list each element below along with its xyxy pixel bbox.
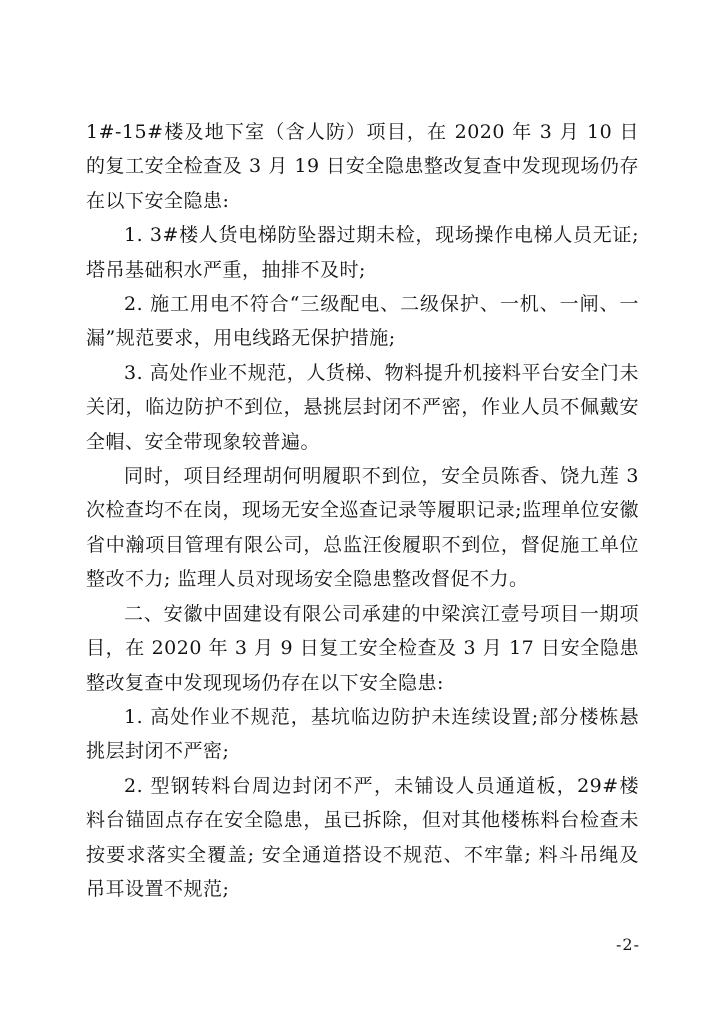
section-heading-paragraph: 二、安徽中固建设有限公司承建的中梁滨江壹号项目一期项目，在 2020 年 3 月 9 日复工安全检查及 3 月 17 日安全隐患整改复查中发现现场仍存在以下安全隐患: [86,602,639,694]
paragraph: 同时，项目经理胡何明履职不到位，安全员陈香、饶九莲 3 次检查均不在岗，现场无安全巡查记录等履职记录;监理单位安徽省中瀚项目管理有限公司，总监汪俊履职不到位，督促施工单位整改不力; 监理人员对现场安全隐患整改督促不力。 [86,465,639,591]
paragraph: 2. 型钢转料台周边封闭不严，未铺设人员通道板，29#楼料台锚固点存在安全隐患，虽已拆除，但对其他楼栋料台检查未按要求落实全覆盖; 安全通道搭设不规范、不牢靠; 料斗吊绳及吊耳设置不规范; [86,774,639,900]
paragraph: 1#-15#楼及地下室（含人防）项目，在 2020 年 3 月 10 日的复工安全检查及 3 月 19 日安全隐患整改复查中发现现场仍存在以下安全隐患: [86,121,639,212]
body-text [86,115,639,906]
paragraph: 3. 高处作业不规范，人货梯、物料提升机接料平台安全门未关闭，临边防护不到位，悬挑层封闭不严密，作业人员不佩戴安全帽、安全带现象较普遍。 [86,361,639,453]
paragraph: 2. 施工用电不符合“三级配电、二级保护、一机、一闸、一漏”规范要求，用电线路无保护措施; [86,293,639,350]
page-number: -2- [616,935,640,954]
paragraph: 1. 3#楼人货电梯防坠器过期未检，现场操作电梯人员无证;塔吊基础积水严重，抽排不及时; [86,224,639,281]
paragraph: 1. 高处作业不规范，基坑临边防护未连续设置;部分楼栋悬挑层封闭不严密; [86,705,639,763]
